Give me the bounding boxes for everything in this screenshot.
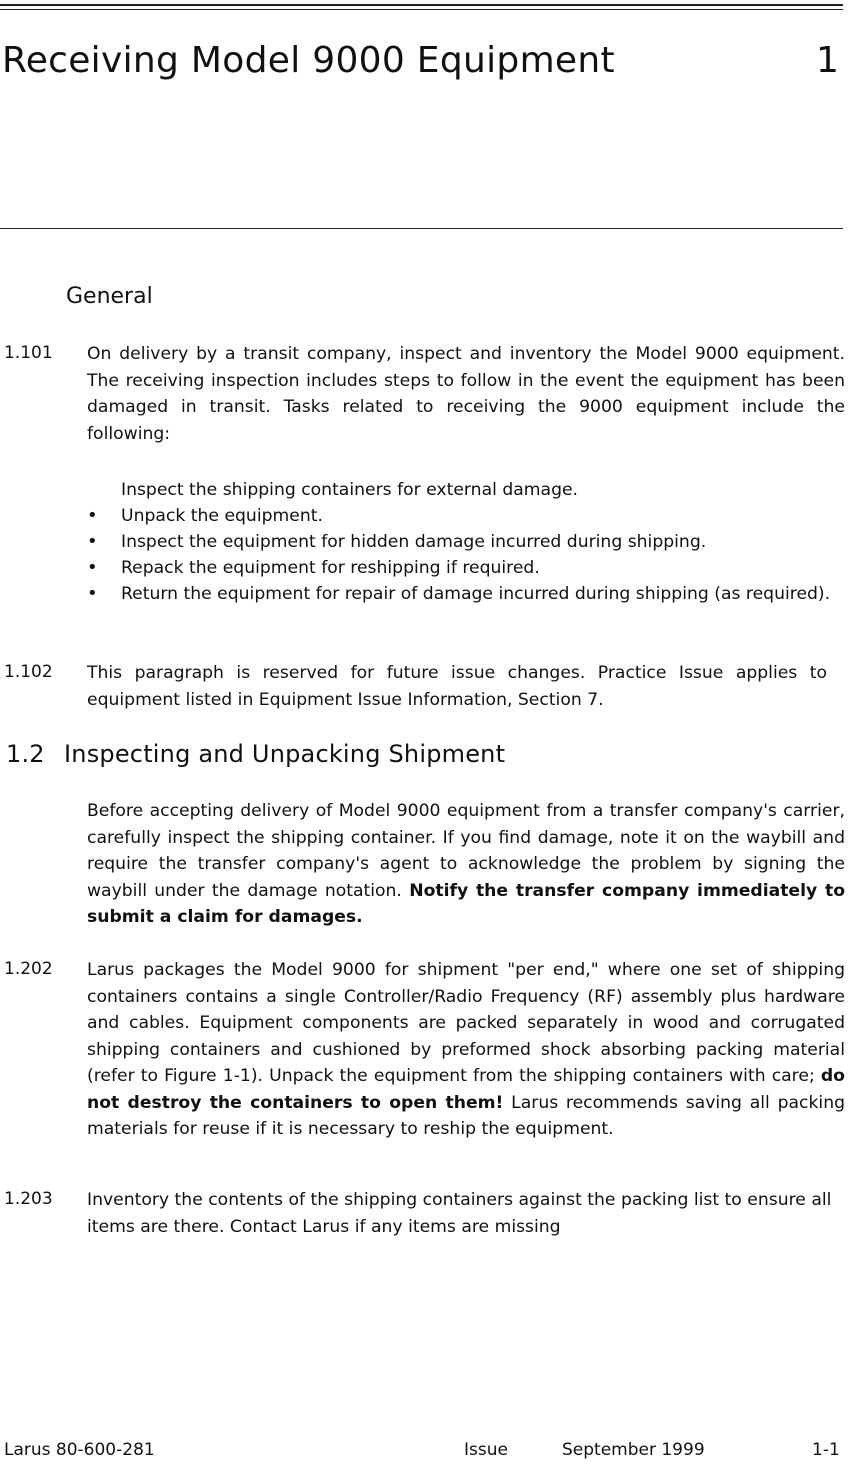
chapter-number: 1: [816, 40, 839, 81]
footer-issue-label: Issue: [464, 1440, 508, 1460]
list-item: • Return the equipment for repair of damage incurred during shipping (as required).: [87, 581, 847, 607]
paragraph-number-1-102: 1.102: [4, 662, 53, 682]
general-heading: General: [66, 284, 153, 309]
paragraph-1-2-intro: [87, 798, 845, 931]
paragraph-number-1-101: 1.101: [4, 343, 53, 363]
footer-date: September 1999: [562, 1440, 705, 1460]
footer-doc-number: Larus 80-600-281: [4, 1440, 155, 1460]
title-separator: [0, 228, 843, 229]
section-title: Inspecting and Unpacking Shipment: [64, 740, 506, 768]
intro-warning: Notify the transfer company immediately to submit a claim for damages.: [87, 880, 846, 927]
p202-text-after: Larus recommends saving all packing materials for reuse if it is necessary to reship the equipment.: [87, 1092, 845, 1139]
list-item: Inspect the shipping containers for external damage.: [121, 480, 579, 500]
footer-page-number: 1-1: [812, 1440, 840, 1460]
list-item: • Unpack the equipment.: [87, 503, 847, 529]
section-heading: [6, 740, 505, 768]
intro-text: Before accepting delivery of Model 9000 equipment from a transfer company's carrier, carefully inspect the shipping container. If you find damage, note it on the waybill and require the transfer company's agent to acknowledge the problem by signing the waybill under the damage notation.: [87, 801, 845, 901]
paragraph-number-1-202: 1.202: [4, 959, 53, 979]
list-item: • Repack the equipment for reshipping if required.: [87, 555, 847, 581]
top-rule-thin: [0, 9, 843, 10]
p202-warning: do not destroy the containers to open them!: [87, 1066, 845, 1113]
paragraph-1-202: [87, 957, 845, 1143]
top-rule: [0, 4, 843, 6]
section-number: 1.2: [6, 740, 45, 768]
paragraph-number-1-203: 1.203: [4, 1189, 53, 1209]
paragraph-1-102: This paragraph is reserved for future issue changes. Practice Issue applies to equipment listed in Equipment Issue Information, Section 7.: [87, 663, 827, 710]
p202-text-before: Larus packages the Model 9000 for shipment "per end," where one set of shipping containers contains a single Controller/Radio Frequency (RF) assembly plus hardware and cables. Equipment components are packed separately in wood and corrugated shipping containers and cushioned by preformed shock absorbing packing material (refer to Figure 1-1). Unpack the equipment from the shipping containers with care;: [87, 960, 845, 1086]
list-item: • Inspect the equipment for hidden damage incurred during shipping.: [87, 529, 847, 555]
receiving-tasks-list: [87, 477, 847, 607]
paragraph-1-101: On delivery by a transit company, inspect and inventory the Model 9000 equipment. The receiving inspection includes steps to follow in the event the equipment has been damaged in transit. Tasks related to receiving the 9000 equipment include the following:: [87, 344, 845, 444]
chapter-title: Receiving Model 9000 Equipment: [2, 40, 615, 81]
paragraph-1-203: Inventory the contents of the shipping containers against the packing list to ensure all items are there. Contact Larus if any items are missing: [87, 1190, 832, 1237]
